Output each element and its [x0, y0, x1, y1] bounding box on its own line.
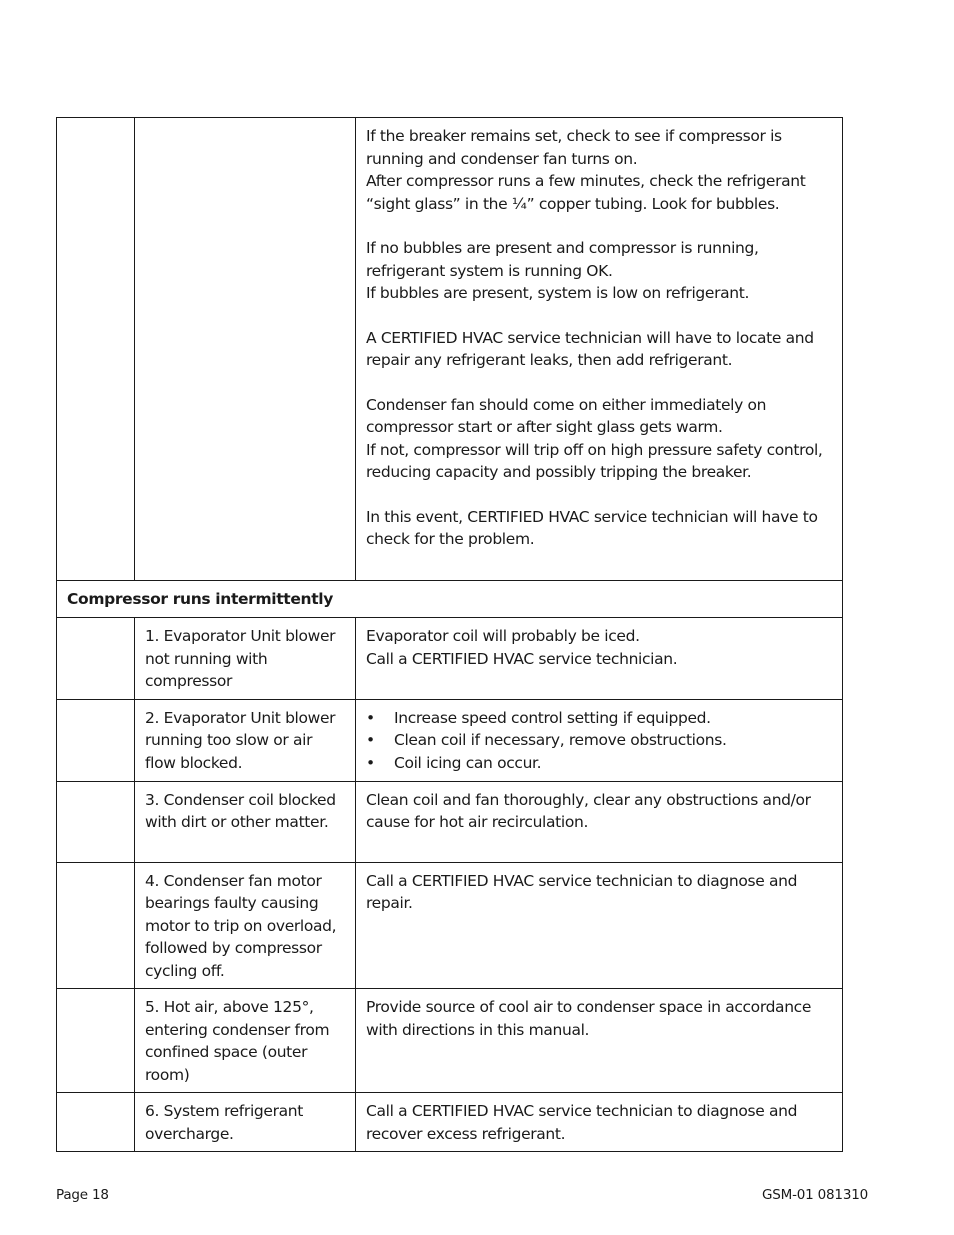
blank-cell	[57, 699, 135, 781]
solution-cell: Clean coil and fan thoroughly, clear any obstructions and/or cause for hot air recirculation.	[356, 781, 843, 862]
solution-cell	[356, 699, 843, 781]
cause-cell: 3. Condenser coil blocked with dirt or other matter.	[135, 781, 356, 862]
page-number: Page 18	[56, 1187, 109, 1203]
blank-cell	[57, 118, 135, 581]
list-item-text: Clean coil if necessary, remove obstructions.	[394, 731, 727, 749]
list-item-text: Coil icing can occur.	[394, 753, 542, 772]
blank-cell	[57, 862, 135, 989]
bullet-icon: •	[366, 731, 375, 749]
troubleshooting-table	[56, 117, 843, 1152]
solution-text: If not, compressor will trip off on high pressure safety control, reducing capacity and possibly tripping the breaker.	[366, 440, 823, 481]
cause-cell: 2. Evaporator Unit blower running too slow or air flow blocked.	[135, 699, 356, 781]
section-row	[57, 581, 843, 618]
solution-cell: Call a CERTIFIED HVAC service technician to diagnose and repair.	[356, 862, 843, 989]
cause-cell	[135, 118, 356, 581]
table-row	[57, 699, 843, 781]
list-item-text: Increase speed control setting if equipped.	[394, 708, 711, 727]
solution-text: A CERTIFIED HVAC service technician will have to locate and repair any refrigerant leaks, then add refrigerant.	[366, 328, 814, 369]
blank-cell	[57, 618, 135, 700]
document-code: GSM-01 081310	[762, 1187, 868, 1203]
blank-cell	[57, 781, 135, 862]
cause-cell: 1. Evaporator Unit blower not running with compressor	[135, 618, 356, 700]
list-item	[366, 729, 832, 752]
solution-text: In this event, CERTIFIED HVAC service technician will have to check for the problem.	[366, 507, 818, 548]
table-row	[57, 862, 843, 989]
blank-cell	[57, 1093, 135, 1152]
solution-text: If the breaker remains set, check to see if compressor is running and condenser fan turns on.	[366, 127, 782, 168]
solution-cell	[356, 618, 843, 700]
bullet-icon: •	[366, 708, 375, 727]
table-row	[57, 118, 843, 581]
solution-text: If no bubbles are present and compressor is running, refrigerant system is running OK.	[366, 239, 759, 280]
blank-cell	[57, 989, 135, 1093]
list-item	[366, 752, 832, 775]
solution-cell: Call a CERTIFIED HVAC service technician to diagnose and recover excess refrigerant.	[356, 1093, 843, 1152]
solution-cell: Provide source of cool air to condenser space in accordance with directions in this manual.	[356, 989, 843, 1093]
table-row	[57, 618, 843, 700]
section-title: Compressor runs intermittently	[57, 581, 843, 618]
table-row	[57, 781, 843, 862]
list-item	[366, 707, 832, 730]
solution-text: Call a CERTIFIED HVAC service technician.	[366, 649, 678, 668]
table-row	[57, 989, 843, 1093]
cause-cell: 5. Hot air, above 125°, entering condenser from confined space (outer room)	[135, 989, 356, 1093]
cause-cell: 6. System refrigerant overcharge.	[135, 1093, 356, 1152]
bullet-icon: •	[366, 753, 375, 772]
cause-cell: 4. Condenser fan motor bearings faulty causing motor to trip on overload, followed by compressor cycling off.	[135, 862, 356, 989]
solution-text: After compressor runs a few minutes, check the refrigerant “sight glass” in the ¼” copper tubing. Look for bubbles.	[366, 172, 806, 213]
solution-cell	[356, 118, 843, 581]
table-row	[57, 1093, 843, 1152]
solution-text: Evaporator coil will probably be iced.	[366, 627, 640, 645]
solution-text: Condenser fan should come on either immediately on compressor start or after sight glass gets warm.	[366, 395, 767, 436]
solution-text: If bubbles are present, system is low on refrigerant.	[366, 284, 750, 302]
bullet-list	[366, 707, 832, 775]
